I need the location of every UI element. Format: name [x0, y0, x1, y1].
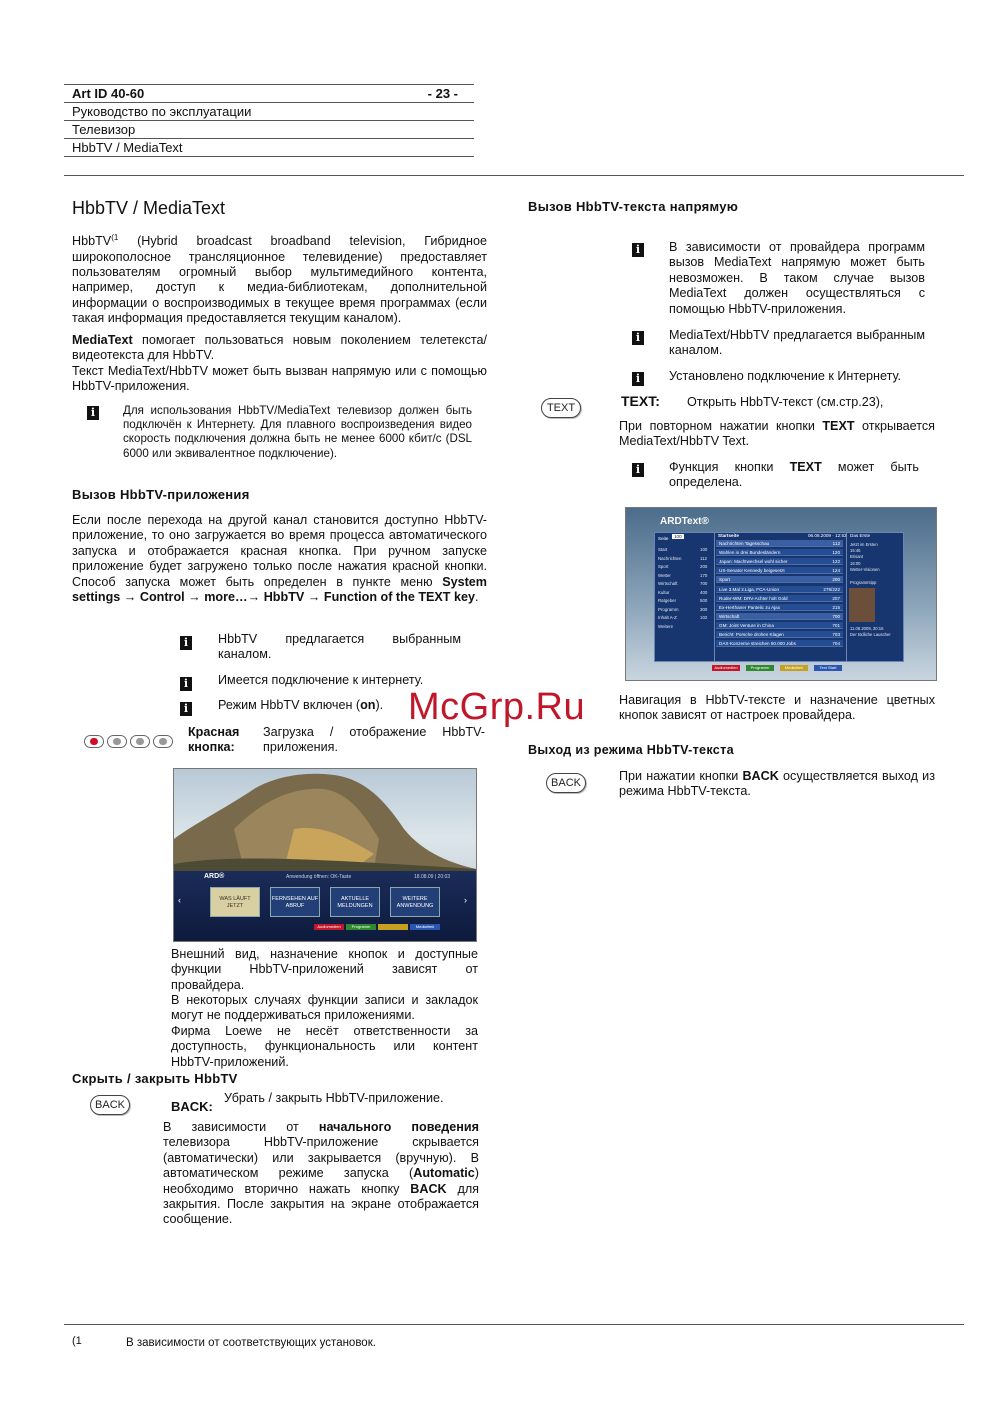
ardtext-row [716, 558, 843, 565]
presenter-photo [849, 588, 875, 622]
shot1-red-key: Audiomedien [314, 924, 344, 930]
exit-paragraph: При нажатии кнопки BACK осуществляется выход из режима HbbTV-текста. [619, 769, 935, 799]
heading-exit: Выход из режима HbbTV-текста [528, 743, 734, 757]
ardtext-menu-num: 300 [700, 606, 708, 612]
chevron-left-icon: ‹ [178, 895, 181, 905]
header-row-device: Телевизор [64, 121, 474, 139]
info-icon: i [180, 636, 192, 650]
ardtext-menu-item: Sport [658, 564, 669, 569]
req-channel: HbbTV предлагается выбранным каналом. [218, 632, 461, 662]
ardtext-seite: Seite [658, 536, 669, 541]
ardtext-row-num: 215 [832, 604, 840, 610]
footnote-mark: (1 [72, 1335, 82, 1347]
ardtext-row-num: 124 [832, 568, 840, 574]
ardtext-row-label: GM: Joint Venture in China [719, 622, 774, 628]
info-icon: i [180, 677, 192, 691]
ardtext-row [716, 549, 843, 556]
ardtext-right-head: Das Erste [850, 533, 871, 538]
note-provider: В зависимости от провайдера программ вызов MediaText напрямую может быть невозможен. В таком случае вызов MediaText должен осуществляться с помощью HbbTV-приложения. [669, 240, 925, 316]
hbbtv-app-screenshot [173, 768, 477, 942]
shot1-time: 18.08.09 | 20:03 [414, 874, 451, 880]
ardtext-menu-num: 170 [700, 572, 708, 578]
ard-yellow-key: Mediathek [780, 665, 808, 671]
ardtext-menu-item: Nachrichten [658, 555, 682, 561]
ardtext-menu-num: 112 [700, 555, 707, 561]
ardtext-menu-num: 500 [700, 598, 708, 603]
red-button-desc: Загрузка / отображение HbbTV-приложения. [263, 725, 485, 755]
ardtext-side-line: Wetter-Visionen [850, 567, 880, 572]
note-channel: MediaText/HbbTV предлагается выбранным каналом. [669, 328, 925, 358]
ardtext-row-num: 122 [832, 559, 840, 565]
tile-meldungen: AKTUELLE MELDUNGEN [330, 887, 380, 917]
note-internet: Для использования HbbTV/MediaText телевизор должен быть подключён к Интернету. Для плавного воспроизведения видео скорость подключения должна быть не менее 6000 кбит/с (DSL 6000 или эквивалентное подключение). [123, 404, 472, 460]
ard-blue-key: Text Start [814, 665, 842, 671]
ardtext-row-label: DAX-Konzerne streichen 50.000 Jobs [719, 641, 796, 647]
ardtext-row-label: Live 3.Mal 2.Liga, FCA-Union [719, 586, 780, 592]
text-desc: Открыть HbbTV-текст (см.стр.23), [687, 395, 884, 409]
ardtext-row-label: Japan: Machtwechsel wohl sicher [719, 559, 788, 565]
tile-weitere: WEITERE ANWENDUNG [390, 887, 440, 917]
back-key-icon: BACK [90, 1095, 130, 1115]
bottom-divider [64, 1324, 964, 1325]
ardtext-row-label: Bericht: Porsche drohen Klagen [719, 632, 784, 637]
text-label: TEXT: [621, 393, 660, 409]
ardtext-menu-item: Ratgeber [658, 598, 677, 603]
ardtext-seite-value: 100 [674, 534, 682, 539]
ardtext-row [716, 622, 843, 629]
ardtext-menu-item: Start [658, 547, 668, 552]
yellow-button-icon [130, 735, 150, 748]
page-title: HbbTV / MediaText [72, 198, 226, 218]
ardtext-row-num: 276/222 [823, 586, 840, 592]
shot1-bar-text: Anwendung öffnen: OK-Taste [286, 874, 352, 880]
exit-back-key-icon: BACK [546, 773, 586, 793]
ardtext-row-num: 701 [832, 622, 840, 628]
ardtext-date: 06.08.2009 · 12:52 [808, 533, 847, 538]
ardtext-row [716, 640, 843, 647]
ardtext-side-line: Der tödliche Lauscher [850, 632, 891, 637]
tile-fernsehen: FERNSEHEN AUF ABRUF [270, 887, 320, 917]
ardtext-row-num: 207 [832, 595, 840, 601]
info-icon: i [632, 243, 644, 257]
header-row-section: HbbTV / MediaText [64, 139, 474, 157]
ardtext-row [716, 613, 843, 620]
ardtext-side-line: Programmtipp [850, 580, 877, 585]
info-icon: i [87, 406, 99, 420]
intro-paragraph: HbbTV$^{(1}$ (Hybrid broadcast broadband television, Гибридное широкополосное трансляционное телевидение) предоставляет пользователям огромный выбор мультимедийного контента, например, доступ к медиа-библиотекам, дополнительной информации о воспроизводимых в текущее время программах (если такая информация предоставляется текущим каналом). [72, 233, 487, 326]
chevron-right-icon: › [464, 895, 467, 905]
ardtext-row [716, 631, 843, 638]
ardtext-side-line: Jetzt im Ersten [850, 542, 878, 547]
text-key-icon: TEXT [541, 398, 581, 418]
ardtext-menu-item: Weitere [658, 623, 674, 629]
shot1-green-key: Programm [346, 924, 376, 930]
ardtext-row [716, 604, 843, 611]
footnote-text: В зависимости от соответствующих установок. [126, 1337, 376, 1349]
header-row-id [64, 84, 474, 103]
appearance-note: Внешний вид, назначение кнопок и доступные функции HbbTV-приложений зависят от провайдера. [171, 947, 478, 992]
ardtext-side-line: Brisant [850, 554, 864, 559]
page-number: - 23 - [427, 86, 458, 101]
green-button-icon [107, 735, 127, 748]
heading-hide: Скрыть / закрыть HbbTV [72, 1071, 238, 1086]
red-button-icon [84, 735, 104, 748]
ardtext-col-head: Startseite [718, 533, 739, 538]
note-internet-set: Установлено подключение к Интернету. [669, 369, 902, 383]
hide-paragraph: В зависимости от начального поведения телевизора HbbTV-приложение скрывается (автоматически) или закрывается (вручную). В автоматическом режиме запуска (Automatic) необходимо вторично нажать кнопку BACK для закрытия. После закрытия на экране отображается сообщение. [163, 1120, 479, 1227]
tile-was-laeuft: WAS LÄUFT JETZT [210, 887, 260, 917]
ardtext-menu-item: Wirtschaft [658, 581, 678, 586]
info-icon: i [632, 331, 644, 345]
ardtext-row-num: 200 [832, 577, 840, 583]
info-icon: i [180, 702, 192, 716]
ardtext-row-label: Nachrichten Tagesschau [719, 541, 770, 546]
note-text-key: Функция кнопки TEXT может быть определена. [669, 460, 919, 490]
back-label: BACK: [171, 1099, 213, 1114]
ardtext-row-label: Wirtschaft [719, 613, 740, 619]
call-app-paragraph: Если после перехода на другой канал становится доступно HbbTV-приложение, то оно загружается во время процесса автоматического запуска и отображается красная кнопка. При ручном запуске приложение будет загружено только после нажатия красной кнопки. Способ запуска может быть определен в пункте меню System settings → Control → more…→ HbbTV → Function of the TEXT key. [72, 513, 487, 605]
ardtext-menu-item: Kultur [658, 589, 670, 595]
ardtext-row-label: Sport [719, 577, 730, 583]
ardtext-row-num: 120 [832, 550, 840, 556]
ardtext-brand: ARDText® [660, 516, 709, 527]
ardtext-row [716, 576, 843, 583]
ardtext-row-label: US-Senator Kennedy beigesetzt [719, 568, 785, 574]
ardtext-row-label: Ex-Herthaner Pantelic zu Ajax [719, 604, 781, 610]
info-icon: i [632, 372, 644, 386]
watermark: McGrp.Ru [408, 686, 586, 728]
ardtext-row-num: 703 [832, 632, 840, 637]
mediatext-paragraph: MediaText помогает пользоваться новым поколением телетекста/видеотекста для HbbTV. Текст MediaText/HbbTV может быть вызван напрямую или с помощью HbbTV-приложения. [72, 333, 487, 394]
liability-note: Фирма Loewe не несёт ответственности за доступность, функциональность или контент HbbTV-приложений. [171, 1024, 478, 1069]
ardtext-row-label: Ruder-WM: DRV-Achter holt Gold [719, 595, 788, 601]
ardtext-side-line: 11.08.2009, 20:15 [850, 626, 884, 631]
ardtext-row [716, 540, 843, 547]
back-desc: Убрать / закрыть HbbTV-приложение. [224, 1091, 444, 1105]
ardtext-row-num: 112 [832, 541, 840, 546]
ardtext-menu-num: 102 [700, 615, 708, 620]
ardtext-row-num: 700 [832, 613, 840, 619]
heading-direct: Вызов HbbTV-текста напрямую [528, 199, 739, 214]
ardtext-row [716, 595, 843, 602]
heading-call-app: Вызов HbbTV-приложения [72, 487, 250, 502]
mountain-image [174, 769, 476, 881]
ardtext-menu-num: 100 [700, 547, 708, 552]
ardtext-menu-item: Programm [658, 606, 679, 612]
ardtext-row-num: 704 [832, 641, 840, 647]
ard-brand: ARD® [204, 873, 225, 880]
ard-green-key: Programm [746, 665, 774, 671]
ardtext-row [716, 586, 843, 593]
red-button-label: Красная кнопка: [188, 725, 240, 755]
ardtext-side-line: 16:00 [850, 561, 861, 566]
ardtext-menu-item: Wetter [658, 572, 671, 578]
ardtext-menu-num: 700 [700, 581, 708, 586]
top-divider [64, 175, 964, 176]
header-table [64, 84, 474, 157]
ardtext-menu-item: Inhalt A-Z [658, 615, 677, 620]
ardtext-row-label: Wahlen in drei Bundesländern [719, 550, 781, 556]
ardtext-side-line: 15:45 [850, 548, 861, 553]
blue-button-icon [153, 735, 173, 748]
info-icon: i [632, 463, 644, 477]
shot1-blue-key: Mediathek [410, 924, 440, 930]
doc-id: Art ID 40-60 [72, 86, 145, 101]
ardtext-row [716, 567, 843, 574]
navigation-note: Навигация в HbbTV-тексте и назначение цветных кнопок зависят от настроек провайдера. [619, 693, 935, 723]
header-row-manual: Руководство по эксплуатации [64, 103, 474, 121]
shot1-yellow-key [378, 924, 408, 930]
ardtext-menu-num: 200 [700, 564, 708, 569]
ard-red-key: Audiomedien [712, 665, 740, 671]
recording-note: В некоторых случаях функции записи и закладок могут не поддерживаться приложениями. [171, 993, 478, 1023]
text-repeat: При повторном нажатии кнопки TEXT открывается MediaText/HbbTV Text. [619, 419, 935, 449]
req-hbbtv-on: Режим HbbTV включен (on). [218, 698, 384, 712]
ardtext-menu-num: 400 [700, 589, 708, 595]
req-internet: Имеется подключение к интернету. [218, 673, 424, 687]
